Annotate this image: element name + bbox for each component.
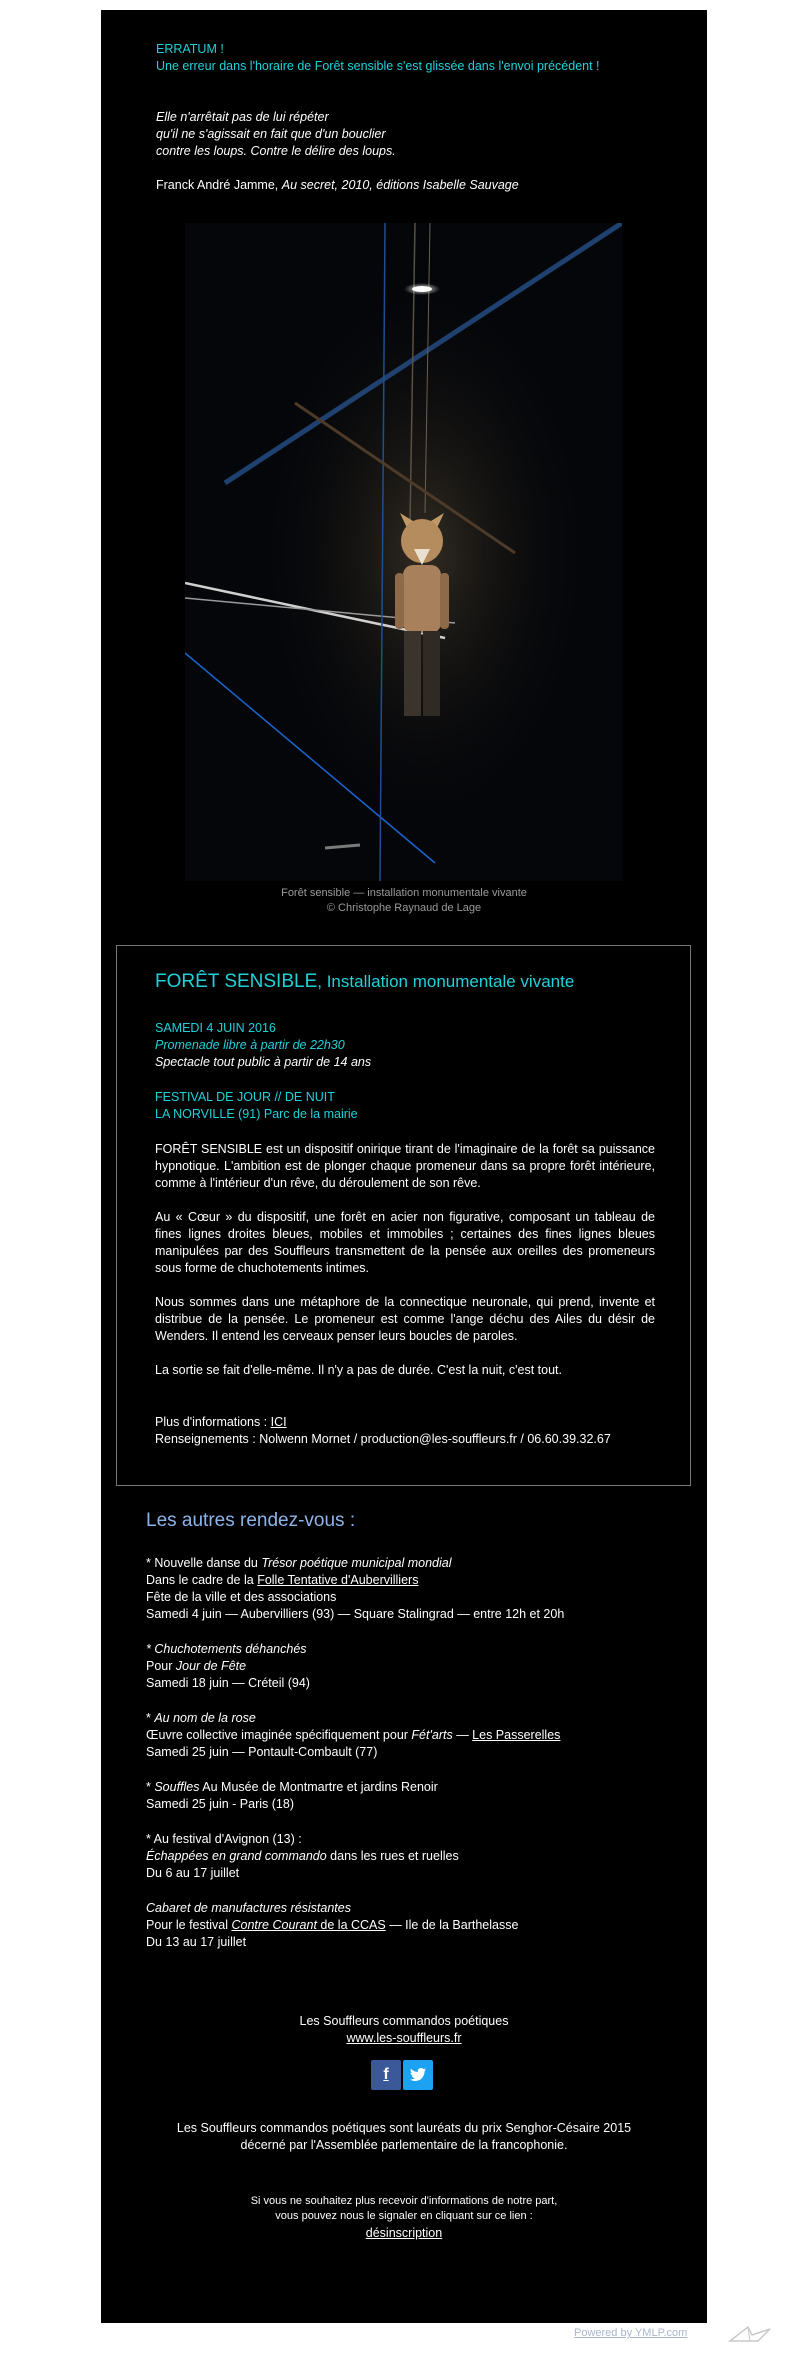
- event-paragraph-1: FORÊT SENSIBLE est un dispositif onirique tirant de l'imaginaire de la forêt sa puissance hypnotique. L'ambition est de plonger chaque promeneur dans sa propre forêt intérieure, comme à l'intérieur d'un rêve, du déroulement de son rêve.: [155, 1142, 655, 1190]
- others-item-2-line3: Samedi 18 juin — Créteil (94): [146, 1676, 310, 1690]
- others-item-4-line2: Samedi 25 juin - Paris (18): [146, 1797, 294, 1811]
- item4-prefix: *: [146, 1780, 155, 1794]
- photo-credit: © Christophe Raynaud de Lage: [326, 902, 482, 914]
- footer-org: Les Souffleurs commandos poétiques: [299, 2014, 509, 2028]
- footer-site-wrap: [101, 2030, 707, 2047]
- facebook-glyph: f: [383, 2066, 389, 2083]
- footer-unsub-1: Si vous ne souhaitez plus recevoir d'informations de notre part,: [250, 2195, 558, 2207]
- masked-performer-photo: [185, 223, 622, 881]
- item1-prefix: * Nouvelle danse du: [146, 1556, 262, 1570]
- item6-line2-prefix: Pour le festival: [146, 1918, 232, 1932]
- others-item-1-line2: [146, 1572, 418, 1589]
- poem-source: Au secret, 2010, éditions Isabelle Sauvage: [281, 178, 519, 192]
- event-location: LA NORVILLE (91) Parc de la mairie: [155, 1107, 358, 1121]
- item5-line2-work: Échappées en grand commando: [146, 1849, 327, 1863]
- item1-work: Trésor poétique municipal mondial: [261, 1556, 452, 1570]
- others-title: Les autres rendez-vous :: [146, 1510, 356, 1531]
- poem-line-1: Elle n'arrêtait pas de lui répéter: [156, 110, 329, 124]
- event-paragraph-2: Au « Cœur » du dispositif, une forêt en acier non figurative, composant un tableau de fines lignes droites bleues, mobiles et immobiles ; certaines des fines lignes bleues manipulées par des Souffleurs transmettent de la pensée aux oreilles des promeneurs sous forme de chuchotements intimes.: [155, 1210, 655, 1275]
- erratum-title: ERRATUM !: [156, 42, 224, 56]
- event-contact: Renseignements : Nolwenn Mornet / production@les-souffleurs.fr / 06.60.39.32.67: [155, 1432, 611, 1446]
- others-item-5-line2: [146, 1848, 459, 1865]
- others-item-3-line3: Samedi 25 juin — Pontault-Combault (77): [146, 1745, 378, 1759]
- footer-award-1: Les Souffleurs commandos poétiques sont lauréats du prix Senghor-Césaire 2015: [176, 2121, 632, 2135]
- others-item-1-line3: Fête de la ville et des associations: [146, 1590, 337, 1604]
- photo-illustration: [185, 223, 622, 881]
- others-item-1-title: [146, 1555, 452, 1572]
- twitter-icon[interactable]: [403, 2060, 433, 2090]
- event-title-main: FORÊT SENSIBLE: [155, 971, 318, 992]
- item4-work: Souffles: [154, 1780, 200, 1794]
- event-paragraph-3: Nous sommes dans une métaphore de la connectique neuronale, qui prend, invente et distribue de la pensée. Le promeneur est comme l'ange déchu des Ailes du désir de Wenders. Il entend les cerveaux penser leurs boucles de paroles.: [155, 1295, 655, 1343]
- others-item-4-title: [146, 1779, 438, 1796]
- others-item-6-title: Cabaret de manufactures résistantes: [146, 1901, 351, 1915]
- others-item-1-line4: Samedi 4 juin — Aubervilliers (93) — Square Stalingrad — entre 12h et 20h: [146, 1607, 565, 1621]
- others-item-2-title: * Chuchotements déhanchés: [146, 1642, 307, 1656]
- item3-line2-sep: —: [452, 1728, 473, 1742]
- item5-line2-rest: dans les rues et ruelles: [326, 1849, 459, 1863]
- item3-line2-prefix: Œuvre collective imaginée spécifiquement pour: [146, 1728, 412, 1742]
- footer-unsub-2: vous pouvez nous le signaler en cliquant sur ce lien :: [275, 2210, 533, 2222]
- footer-site-link[interactable]: www.les-souffleurs.fr: [346, 2031, 462, 2045]
- others-item-6-line3: Du 13 au 17 juillet: [146, 1935, 247, 1949]
- newsletter-sheet: [101, 10, 707, 2323]
- others-item-3-line2: [146, 1727, 560, 1744]
- erratum-text: Une erreur dans l'horaire de Forêt sensible s'est glissée dans l'envoi précédent !: [156, 59, 600, 73]
- facebook-icon[interactable]: [371, 2060, 401, 2090]
- item1-line2-prefix: Dans le cadre de la: [146, 1573, 258, 1587]
- event-public: Spectacle tout public à partir de 14 ans: [155, 1055, 372, 1069]
- others-item-5-title: * Au festival d'Avignon (13) :: [146, 1832, 302, 1846]
- event-title-sub: , Installation monumentale vivante: [317, 972, 575, 991]
- event-date: SAMEDI 4 JUIN 2016: [155, 1021, 276, 1035]
- poem-credit: [156, 177, 519, 194]
- event-title: [155, 971, 574, 993]
- more-info-link[interactable]: ICI: [270, 1415, 287, 1429]
- ymlp-logo-icon: [728, 2323, 772, 2345]
- photo-caption: Forêt sensible — installation monumentale vivante: [281, 887, 527, 899]
- more-info-label: Plus d'informations :: [155, 1415, 271, 1429]
- others-item-2-line2: [146, 1658, 246, 1675]
- powered-by-link[interactable]: Powered by YMLP.com: [574, 2327, 688, 2339]
- event-box: [116, 945, 691, 1486]
- contre-courant-link-rest: de la CCAS: [316, 1918, 386, 1932]
- item4-rest: Au Musée de Montmartre et jardins Renoir: [199, 1780, 438, 1794]
- footer-award-2: décerné par l'Assemblée parlementaire de la francophonie.: [240, 2138, 568, 2152]
- poem-line-2: qu'il ne s'agissait en fait que d'un bouclier: [156, 127, 386, 141]
- contre-courant-link-it: Contre Courant: [231, 1918, 317, 1932]
- folle-tentative-link[interactable]: Folle Tentative d'Aubervilliers: [257, 1573, 419, 1587]
- item6-line2-rest: — Ile de la Barthelasse: [385, 1918, 519, 1932]
- item3-work: Au nom de la rose: [154, 1711, 256, 1725]
- passerelles-link[interactable]: Les Passerelles: [472, 1728, 561, 1742]
- footer-unsub-wrap: [101, 2225, 707, 2242]
- others-item-3-title: [146, 1710, 256, 1727]
- twitter-bird-glyph: [403, 2060, 433, 2090]
- others-item-6-line2: [146, 1917, 518, 1934]
- unsubscribe-link[interactable]: désinscription: [365, 2226, 443, 2240]
- poem-author: Franck André Jamme,: [156, 178, 279, 192]
- others-item-5-line3: Du 6 au 17 juillet: [146, 1866, 240, 1880]
- event-paragraph-4: La sortie se fait d'elle-même. Il n'y a pas de durée. C'est la nuit, c'est tout.: [155, 1363, 562, 1377]
- contre-courant-link[interactable]: [231, 1918, 385, 1932]
- poem-line-3: contre les loups. Contre le délire des loups.: [156, 144, 396, 158]
- event-promenade: Promenade libre à partir de 22h30: [155, 1038, 345, 1052]
- event-more-info: [155, 1414, 287, 1431]
- event-festival: FESTIVAL DE JOUR // DE NUIT: [155, 1090, 335, 1104]
- item3-line2-work: Fét'arts: [411, 1728, 453, 1742]
- item2-line2-prefix: Pour: [146, 1659, 176, 1673]
- item3-prefix: *: [146, 1711, 155, 1725]
- item2-line2-work: Jour de Fête: [175, 1659, 247, 1673]
